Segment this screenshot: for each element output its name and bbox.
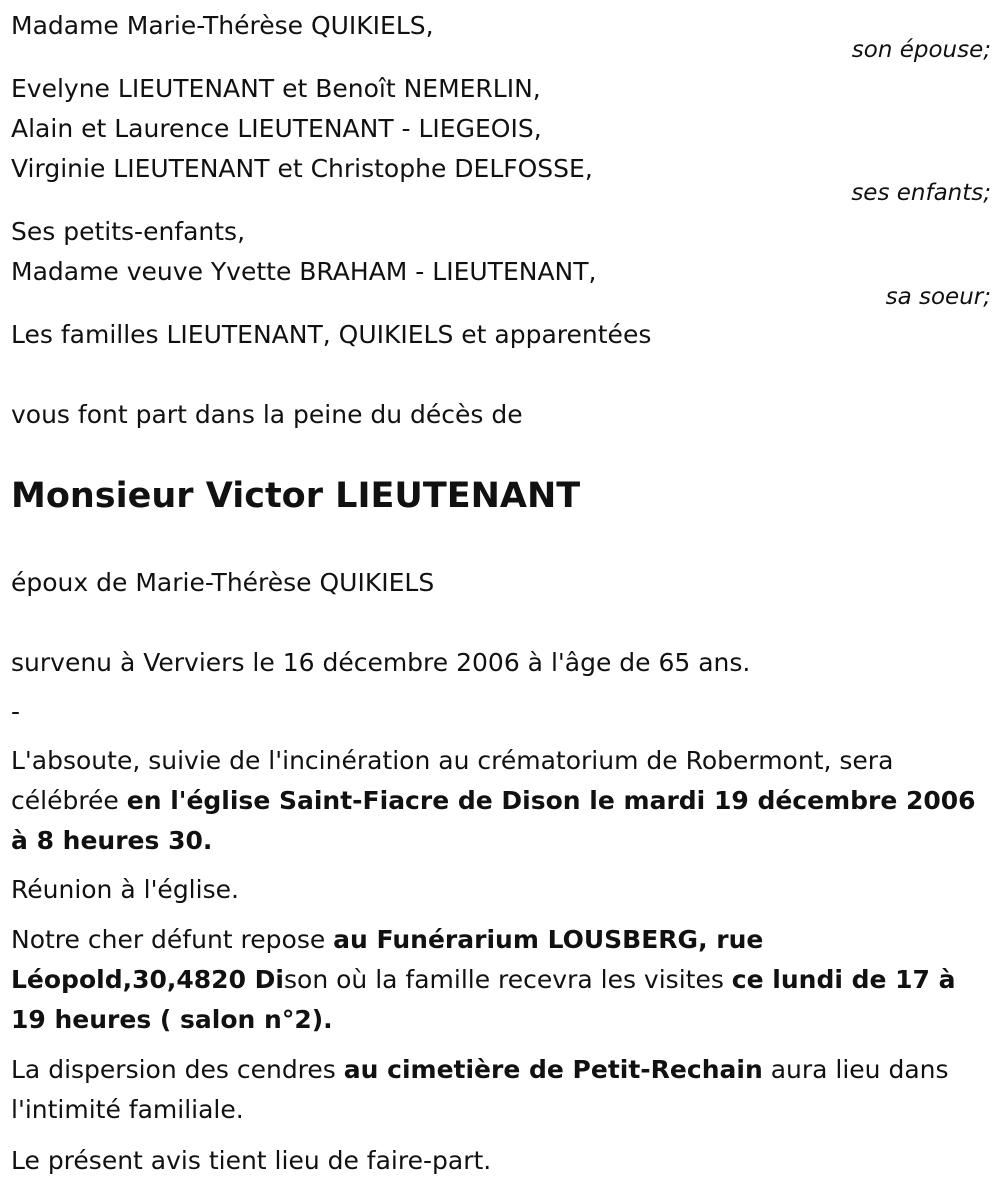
ceremony-paragraph: [11, 741, 991, 861]
children-role: ses enfants;: [851, 180, 991, 206]
announcement-intro: vous font part dans la peine du décès de: [11, 400, 523, 429]
spouse-role: son épouse;: [851, 37, 991, 63]
closing-line: Le présent avis tient lieu de faire-part.: [11, 1146, 492, 1175]
visitation-paragraph: [11, 920, 991, 1040]
spouse-line: Madame Marie-Thérèse QUIKIELS,: [11, 11, 434, 40]
grandchildren-line: Ses petits-enfants,: [11, 217, 246, 246]
cemetery-name: au cimetière de Petit-Rechain: [343, 1055, 763, 1084]
funeral-home-address: au Funérarium LOUSBERG, rue Léopold,30,4820 Di: [11, 925, 764, 994]
separator-dash: -: [11, 697, 21, 726]
ashes-paragraph: [11, 1050, 991, 1130]
visitation-time: ce lundi de 17 à 19 heures ( salon n°2).: [11, 965, 956, 1034]
ashes-text-after: aura lieu dans l'intimité familiale.: [11, 1055, 949, 1124]
meeting-line: Réunion à l'église.: [11, 875, 239, 904]
visitation-text-before: Notre cher défunt repose: [11, 925, 334, 954]
visitation-text-middle: son où la famille recevra les visites: [284, 965, 732, 994]
death-info-line: survenu à Verviers le 16 décembre 2006 à l'âge de 65 ans.: [11, 648, 751, 677]
child-line-1: Evelyne LIEUTENANT et Benoît NEMERLIN,: [11, 74, 541, 103]
spouse-of-line: époux de Marie-Thérèse QUIKIELS: [11, 568, 435, 597]
child-line-3: Virginie LIEUTENANT et Christophe DELFOSSE,: [11, 154, 593, 183]
sister-role: sa soeur;: [885, 284, 991, 310]
families-line: Les familles LIEUTENANT, QUIKIELS et apparentées: [11, 320, 652, 349]
ashes-text-before: La dispersion des cendres: [11, 1055, 344, 1084]
deceased-name: Monsieur Victor LIEUTENANT: [11, 476, 581, 516]
ceremony-place-time: en l'église Saint-Fiacre de Dison le mardi 19 décembre 2006 à 8 heures 30.: [11, 786, 976, 855]
ceremony-text: L'absoute, suivie de l'incinération au crématorium de Robermont, sera célébrée: [11, 746, 894, 815]
child-line-2: Alain et Laurence LIEUTENANT - LIEGEOIS,: [11, 114, 542, 143]
sister-line: Madame veuve Yvette BRAHAM - LIEUTENANT,: [11, 257, 597, 286]
